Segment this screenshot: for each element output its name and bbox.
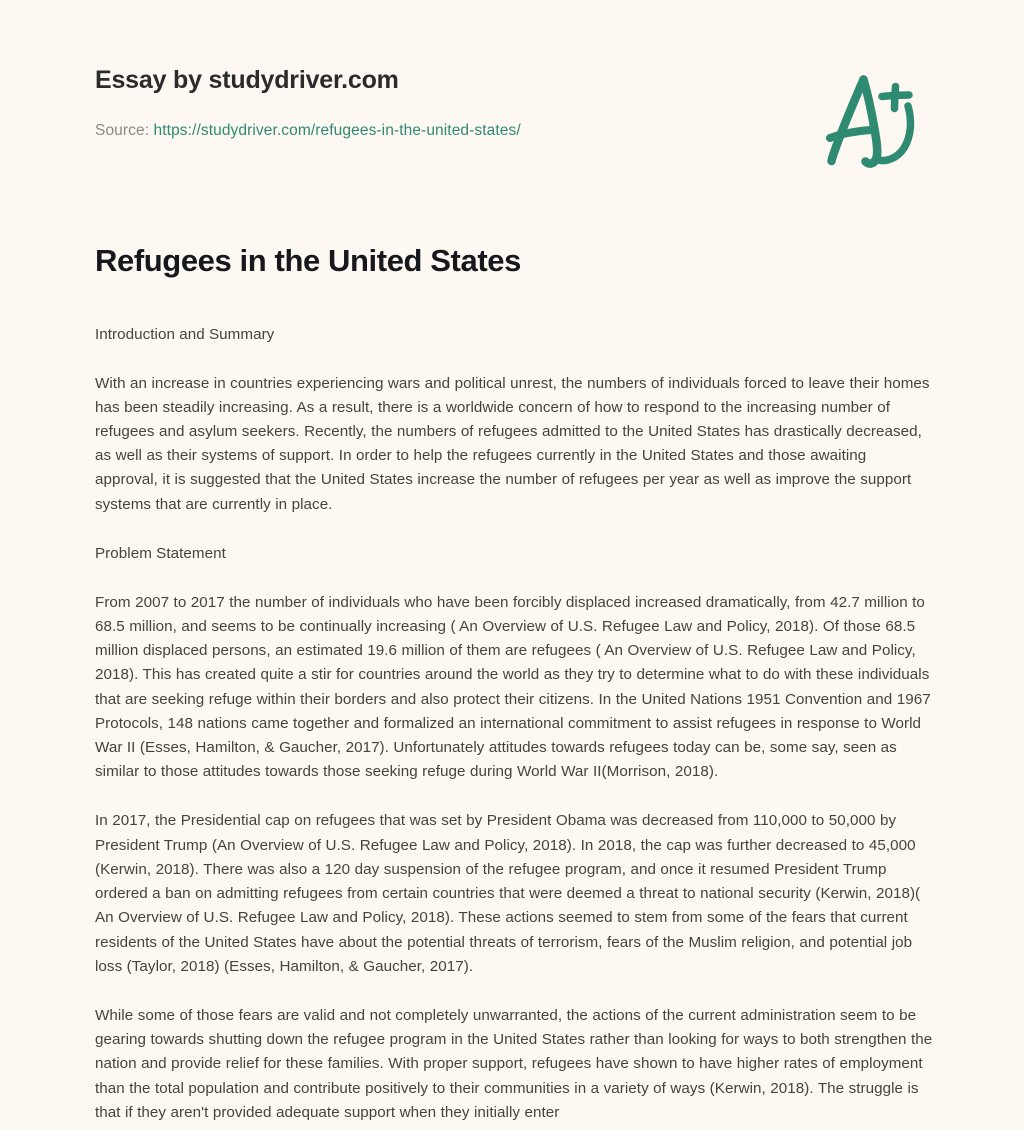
body-paragraph: From 2007 to 2017 the number of individuals who have been forcibly displaced increased dramatically, from 42.7 million to 68.5 million, and seems to be continually increasing ( An Overview of U.S. Refugee Law and Policy, 2018). Of those 68.5 million displaced persons, an estimated 19.6 million of them are refugees ( An Overview of U.S. Refugee Law and Policy, 2018). This has created quite a stir for countries around the world as they try to determine what to do with these individuals that are seeking refuge within their borders and also protect their citizens. In the United Nations 1951 Convention and 1967 Protocols, 148 nations came together and formalized an international commitment to assist refugees in response to World War II (Esses, Hamilton, & Gaucher, 2017). Unfortunately attitudes towards refugees today can be, some say, seen as similar to those attitudes towards those seeking refuge during World War II(Morrison, 2018).: [95, 593, 931, 781]
body-paragraph: With an increase in countries experiencing wars and political unrest, the numbers of individuals forced to leave their homes has been steadily increasing. As a result, there is a worldwide concern of how to respond to the increasing number of refugees and asylum seekers. Recently, the numbers of refugees admitted to the United States has drastically decreased, as well as their systems of support. In order to help the refugees currently in the United States and those awaiting approval, it is suggested that the United States increase the number of refugees per year as well as improve the support systems that are currently in place.: [95, 374, 930, 513]
section-heading: Introduction and Summary: [95, 325, 275, 343]
page-title: Refugees in the United States: [95, 243, 521, 278]
body-paragraph: In 2017, the Presidential cap on refugees that was set by President Obama was decreased from 110,000 to 50,000 by President Trump (An Overview of U.S. Refugee Law and Policy, 2018). In 2018, the cap was further decreased to 45,000 (Kerwin, 2018). There was also a 120 day suspension of the refugee program, and once it resumed President Trump ordered a ban on admitting refugees from certain countries that were deemed a threat to national security (Kerwin, 2018)( An Overview of U.S. Refugee Law and Policy, 2018). These actions seemed to stem from some of the fears that current residents of the United States have about the potential threats of terrorism, fears of the Muslim religion, and potential job loss (Taylor, 2018) (Esses, Hamilton, & Gaucher, 2017).: [95, 812, 921, 975]
a-plus-logo: [812, 62, 924, 174]
section-heading: Problem Statement: [95, 544, 226, 562]
essay-blocks: [95, 323, 933, 1125]
source-line: [95, 122, 521, 140]
essay-body: [95, 243, 933, 1125]
a-plus-icon: [812, 62, 924, 174]
source-url-link[interactable]: https://studydriver.com/refugees-in-the-united-states/: [153, 122, 521, 139]
body-paragraph: While some of those fears are valid and not completely unwarranted, the actions of the current administration seem to be gearing towards shutting down the refugee program in the United States rather than looking for ways to both strengthen the nation and provide relief for these families. With proper support, refugees have shown to have higher rates of employment than the total population and contribute positively to their communities in a variety of ways (Kerwin, 2018). The struggle is that if they aren't provided adequate support when they initially enter: [95, 1006, 933, 1121]
source-label: Source:: [95, 122, 154, 139]
brand-title: Essay by studydriver.com: [95, 66, 399, 94]
page-header: [0, 0, 1024, 200]
